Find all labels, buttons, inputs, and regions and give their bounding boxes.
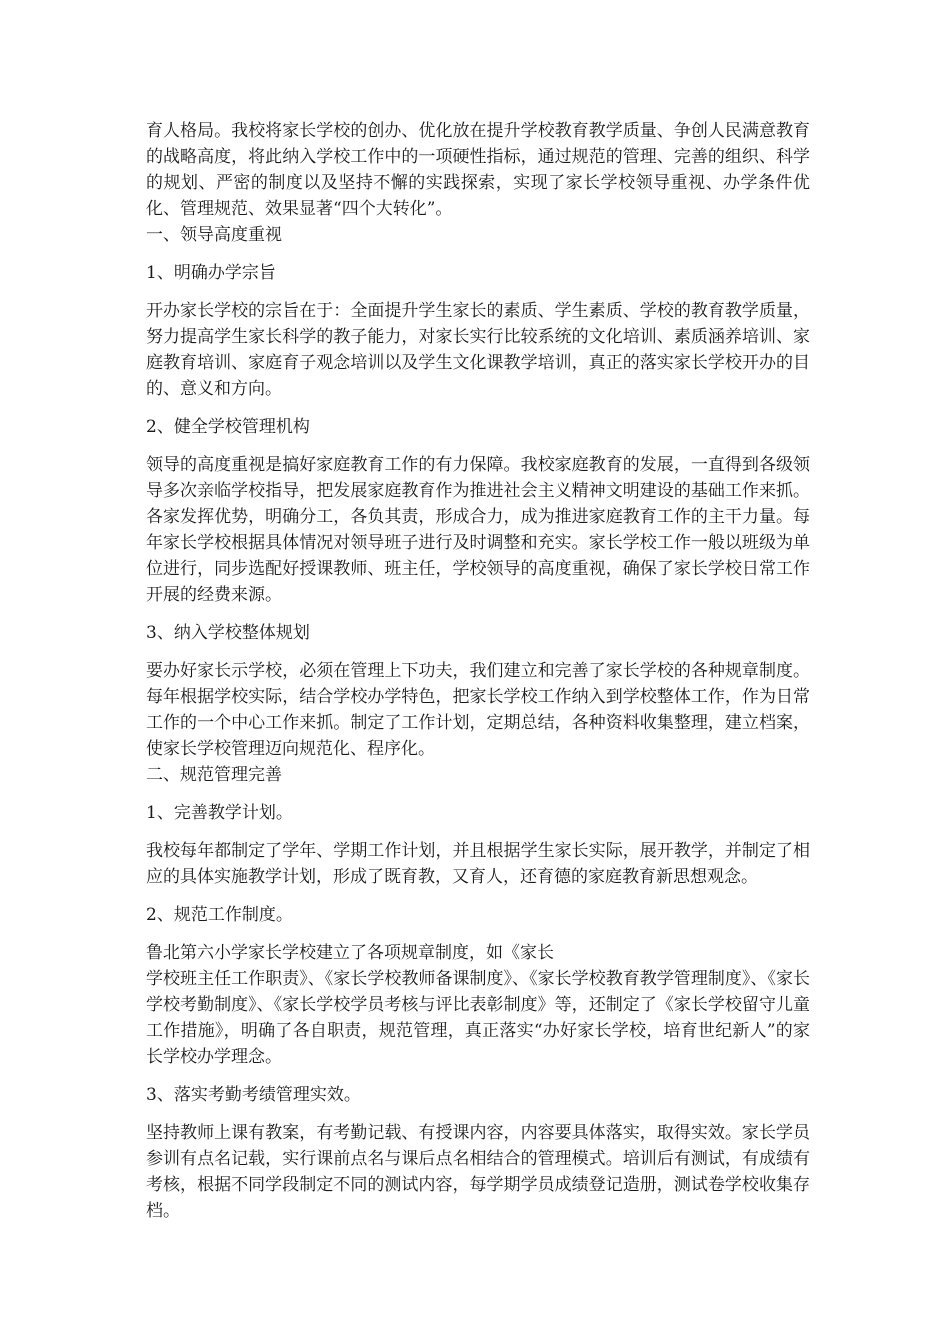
section-1-title: 一、领导高度重视: [146, 225, 282, 245]
section-2-heading-1: 1、完善教学计划。: [146, 803, 293, 823]
section-2-heading-2: 2、规范工作制度。: [146, 905, 293, 925]
section-1-paragraph-2: 领导的高度重视是搞好家庭教育工作的有力保障。我校家庭教育的发展，一直得到各级领导多次亲临学校指导，把发展家庭教育作为推进社会主义精神文明建设的基础工作来抓。各家发挥优势，明确分工，各负其责，形成合力，成为推进家庭教育工作的主干力量。每年家长学校根据具体情况对领导班子进行及时调整和充实。家长学校工作一般以班级为单位进行，同步选配好授课教师、班主任，学校领导的高度重视，确保了家长学校日常工作开展的经费来源。: [146, 455, 810, 605]
section-2-paragraph-3: 坚持教师上课有教案，有考勤记载、有授课内容，内容要具体落实，取得实效。家长学员参训有点名记载，实行课前点名与课后点名相结合的管理模式。培训后有测试，有成绩有考核，根据不同学段制定不同的测试内容，每学期学员成绩登记造册，测试卷学校收集存档。: [146, 1123, 810, 1221]
section-1-heading-1: 1、明确办学宗旨: [146, 263, 276, 283]
section-2-paragraph-2-line-1: 鲁北第六小学家长学校建立了各项规章制度，如《家长: [146, 943, 554, 963]
section-1-paragraph-3: 要办好家长示学校，必须在管理上下功夫，我们建立和完善了家长学校的各种规章制度。每年根据学校实际，结合学校办学特色，把家长学校工作纳入到学校整体工作，作为日常工作的一个中心工作来抓。制定了工作计划，定期总结，各种资料收集整理，建立档案，使家长学校管理迈向规范化、程序化。: [146, 661, 810, 759]
section-2-title: 二、规范管理完善: [146, 765, 282, 785]
section-2-heading-3: 3、落实考勤考绩管理实效。: [146, 1085, 361, 1105]
section-1-paragraph-1: 开办家长学校的宗旨在于：全面提升学生家长的素质、学生素质、学校的教育教学质量，努力提高学生家长科学的教子能力，对家长实行比较系统的文化培训、素质涵养培训、家庭教育培训、家庭育子观念培训以及学生文化课教学培训，真正的落实家长学校开办的目的、意义和方向。: [146, 301, 810, 399]
section-1-heading-2: 2、健全学校管理机构: [146, 417, 310, 437]
section-1-heading-3: 3、纳入学校整体规划: [146, 623, 310, 643]
document-page: [146, 118, 810, 1224]
intro-paragraph: 育人格局。我校将家长学校的创办、优化放在提升学校教育教学质量、争创人民满意教育的战略高度，将此纳入学校工作中的一项硬性指标，通过规范的管理、完善的组织、科学的规划、严密的制度以及坚持不懈的实践探索，实现了家长学校领导重视、办学条件优化、管理规范、效果显著“四个大转化”。: [146, 121, 810, 219]
section-2-paragraph-2: 学校班主任工作职责》、《家长学校教师备课制度》、《家长学校教育教学管理制度》、《家长学校考勤制度》、《家长学校学员考核与评比表彰制度》等，还制定了《家长学校留守儿童工作措施》，明确了各自职责，规范管理，真正落实“办好家长学校，培育世纪新人”的家长学校办学理念。: [146, 969, 810, 1067]
section-2-paragraph-1: 我校每年都制定了学年、学期工作计划，并且根据学生家长实际，展开教学，并制定了相应的具体实施教学计划，形成了既育教，又育人，还育德的家庭教育新思想观念。: [146, 841, 810, 887]
